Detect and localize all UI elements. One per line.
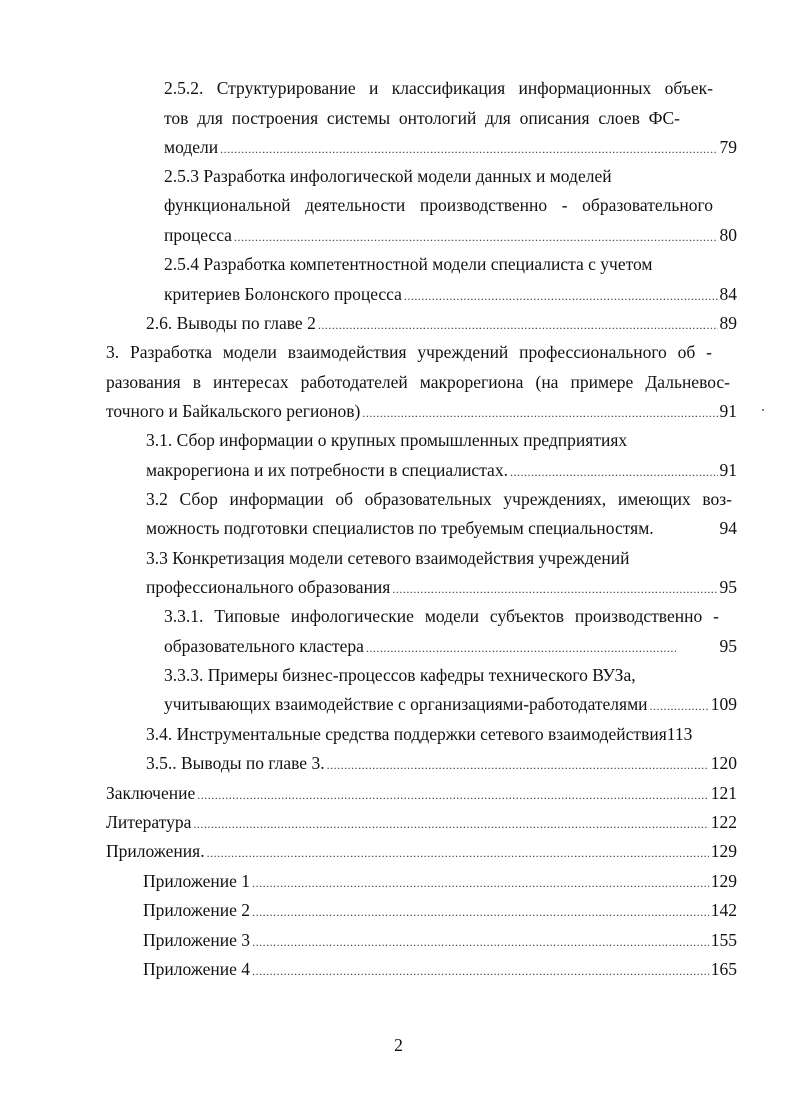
toc-line: разования в интересах работодателей макрорегиона (на примере Дальневос-	[106, 372, 730, 392]
toc-entry-title: Заключение	[106, 783, 196, 803]
toc-entry-page: 113	[666, 724, 693, 744]
toc-line: тов для построения системы онтологий для описания слоев ФС-	[164, 108, 680, 128]
toc-entry[interactable]	[146, 311, 737, 335]
toc-line: 2.5.2. Структурирование и классификация информационных объек-	[164, 78, 713, 98]
toc-entry[interactable]	[146, 722, 737, 746]
dot-leader	[252, 900, 709, 922]
toc-entry-title: Приложение 4	[143, 959, 251, 979]
toc-entry-title: 2.6. Выводы по главе 2	[146, 313, 316, 333]
toc-entry-page: 129	[710, 871, 737, 891]
toc-entry-title: образовательного кластера	[164, 636, 364, 656]
toc-entry-page: 91	[719, 460, 737, 480]
toc-entry[interactable]	[146, 751, 737, 775]
toc-entry[interactable]	[143, 869, 737, 893]
dot-leader	[366, 636, 676, 658]
toc-entry-page: 165	[710, 959, 737, 979]
toc-line: 3.3.3. Примеры бизнес-процессов кафедры технического ВУЗа,	[164, 665, 636, 685]
toc-entry-title: можность подготовки специалистов по требуемым специальностям.	[146, 518, 654, 538]
toc-entry[interactable]	[143, 928, 737, 952]
dot-leader	[207, 841, 709, 863]
toc-entry-title: точного и Байкальского регионов)	[106, 401, 361, 421]
toc-entry[interactable]	[164, 634, 737, 658]
toc-entry[interactable]	[106, 781, 737, 805]
toc-entry-page: 91	[719, 401, 737, 421]
toc-entry[interactable]	[164, 223, 737, 247]
toc-entry-title: Приложение 2	[143, 900, 251, 920]
dot-leader	[252, 871, 709, 893]
dot-leader	[234, 225, 718, 247]
toc-entry-page: 142	[710, 900, 737, 920]
toc-entry[interactable]	[106, 399, 737, 423]
toc-entry-page: 79	[719, 137, 737, 157]
toc-entry[interactable]	[164, 692, 737, 716]
toc-entry-title: 3.4. Инструментальные средства поддержки сетевого взаимодействия	[146, 724, 667, 744]
dot-leader	[220, 137, 717, 159]
toc-entry-page: 155	[710, 930, 737, 950]
scan-speck	[762, 409, 764, 411]
dot-leader	[392, 577, 717, 599]
toc-entry-title: 3.5.. Выводы по главе 3.	[146, 753, 325, 773]
toc-entry-page: 94	[719, 518, 737, 538]
toc-line: 3.3.1. Типовые инфологические модели субъектов производственно -	[164, 606, 719, 626]
toc-entry-page: 95	[719, 577, 737, 597]
dot-leader	[193, 812, 708, 834]
toc-entry-title: Приложение 3	[143, 930, 251, 950]
toc-entry[interactable]	[164, 282, 737, 306]
toc-line: 2.5.3 Разработка инфологической модели данных и моделей	[164, 166, 612, 186]
toc-entry-page: 129	[710, 841, 737, 861]
toc-line: 3. Разработка модели взаимодействия учреждений профессионального об -	[106, 342, 712, 362]
dot-leader	[510, 460, 718, 482]
toc-entry-title: профессионального образования	[146, 577, 391, 597]
toc-entry-page: 122	[710, 812, 737, 832]
toc-entry-title: критериев Болонского процесса	[164, 284, 402, 304]
toc-entry[interactable]	[146, 458, 737, 482]
dot-leader	[252, 959, 709, 981]
toc-entry-title: Приложение 1	[143, 871, 251, 891]
dot-leader	[650, 694, 709, 716]
dot-leader	[252, 930, 709, 952]
dot-leader	[362, 401, 717, 423]
toc-entry-page: 84	[719, 284, 737, 304]
toc-entry-title: модели	[164, 137, 219, 157]
toc-entry[interactable]	[146, 575, 737, 599]
toc-entry-title: Приложения.	[106, 841, 205, 861]
toc-line: 2.5.4 Разработка компетентностной модели специалиста с учетом	[164, 254, 653, 274]
toc-entry-page: 95	[719, 636, 737, 656]
toc-entry[interactable]	[164, 135, 737, 159]
toc-entry-page: 120	[710, 753, 737, 773]
toc-line: 3.1. Сбор информации о крупных промышленных предприятиях	[146, 430, 628, 450]
toc-line: функциональной деятельности производственно - образовательного	[164, 195, 713, 215]
page-number: 2	[394, 1035, 403, 1055]
toc-entry-page: 80	[719, 225, 737, 245]
toc-entry[interactable]	[143, 957, 737, 981]
toc-line: 3.2 Сбор информации об образовательных учреждениях, имеющих воз-	[146, 489, 732, 509]
dot-leader	[318, 313, 718, 335]
toc-entry-page: 109	[710, 694, 737, 714]
toc-entry-title: процесса	[164, 225, 232, 245]
toc-entry[interactable]	[146, 516, 737, 540]
toc-entry[interactable]	[143, 898, 737, 922]
toc-entry-page: 89	[719, 313, 737, 333]
dot-leader	[327, 753, 709, 775]
toc-entry-page: 121	[710, 783, 737, 803]
toc-entry[interactable]	[106, 839, 737, 863]
toc-entry[interactable]	[106, 810, 737, 834]
dot-leader	[197, 783, 709, 805]
dot-leader	[404, 284, 718, 306]
toc-entry-title: макрорегиона и их потребности в специалистах.	[146, 460, 508, 480]
toc-entry-title: учитывающих взаимодействие с организациями-работодателями	[164, 694, 648, 714]
toc-entry-title: Литература	[106, 812, 192, 832]
toc-line: 3.3 Конкретизация модели сетевого взаимодействия учреждений	[146, 548, 630, 568]
